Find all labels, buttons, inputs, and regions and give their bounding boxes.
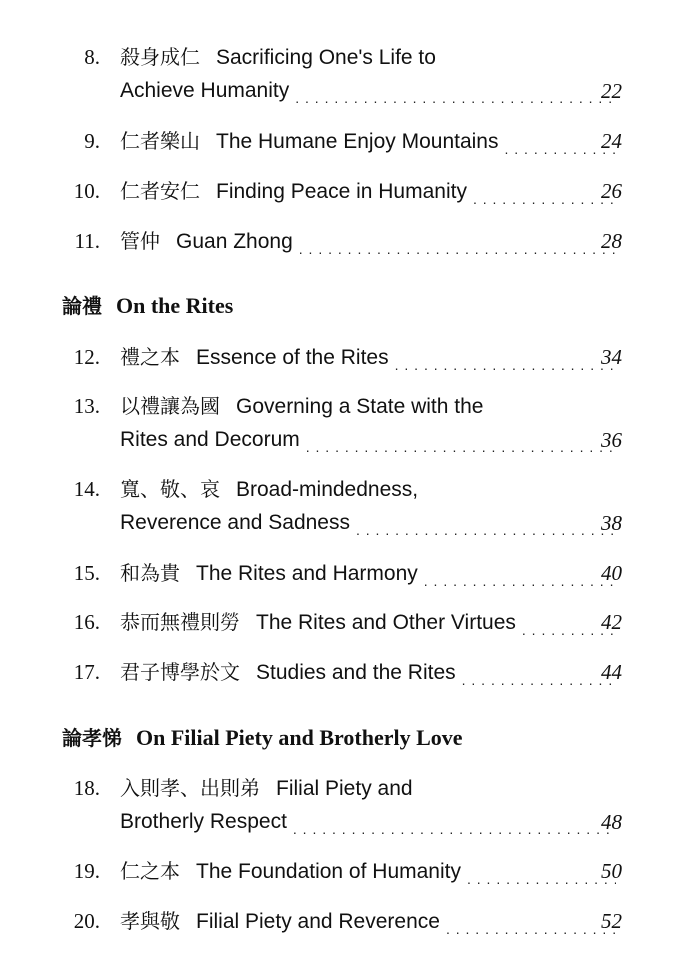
entry-chinese-title: 君子博學於文 (120, 660, 240, 684)
entry-title: Filial Piety and Reverence (196, 910, 440, 933)
entry-page-number: 28 (601, 229, 622, 253)
entry-number: 11. (74, 229, 100, 253)
dot-leader (293, 819, 616, 839)
entry-chinese-title: 寬、敬、哀 (120, 477, 220, 501)
entry-number: 18. (73, 776, 100, 800)
entry-chinese-title: 仁者樂山 (120, 129, 200, 153)
entry-page-number: 38 (601, 511, 622, 535)
entry-title: The Foundation of Humanity (196, 860, 461, 883)
dot-leader (295, 88, 616, 108)
entry-chinese-title: 禮之本 (120, 345, 180, 369)
section-title: On Filial Piety and Brotherly Love (136, 725, 463, 750)
entry-chinese-title: 入則孝、出則弟 (120, 776, 260, 800)
entry-page-number: 34 (601, 345, 622, 369)
entry-title: Guan Zhong (176, 230, 293, 253)
entry-number: 10. (73, 179, 100, 203)
entry-title: Filial Piety and (276, 777, 413, 800)
entry-chinese-title: 仁之本 (120, 859, 180, 883)
entry-page-number: 22 (601, 79, 622, 103)
entry-page-number: 50 (601, 859, 622, 883)
section-heading (62, 290, 233, 319)
dot-leader (356, 520, 616, 540)
entry-title: Finding Peace in Humanity (216, 180, 467, 203)
entry-number: 12. (73, 345, 100, 369)
entry-title-continued: Brotherly Respect (120, 810, 287, 833)
entry-page-number: 40 (601, 561, 622, 585)
entry-title: Sacrificing One's Life to (216, 46, 436, 69)
entry-number: 16. (73, 610, 100, 634)
entry-title: Governing a State with the (236, 395, 484, 418)
entry-chinese-title: 和為貴 (120, 561, 180, 585)
entry-page-number: 44 (601, 660, 622, 684)
entry-number: 8. (84, 45, 100, 69)
entry-chinese-title: 管仲 (120, 229, 160, 253)
entry-title-continued: Achieve Humanity (120, 79, 290, 102)
entry-number: 13. (73, 394, 100, 418)
entry-title: The Humane Enjoy Mountains (216, 130, 499, 153)
entry-title: Essence of the Rites (196, 346, 389, 369)
section-chinese-title: 論孝悌 (62, 726, 122, 750)
entry-number: 20. (73, 909, 100, 933)
dot-leader (299, 239, 616, 259)
entry-title: The Rites and Other Virtues (256, 611, 516, 634)
entry-number: 19. (73, 859, 100, 883)
entry-page-number: 26 (601, 179, 622, 203)
entry-chinese-title: 仁者安仁 (120, 179, 200, 203)
entry-chinese-title: 殺身成仁 (120, 45, 200, 69)
entry-title-continued: Reverence and Sadness (120, 511, 350, 534)
entry-page-number: 42 (601, 610, 622, 634)
entry-title-continued: Rites and Decorum (120, 428, 300, 451)
dot-leader (306, 437, 616, 457)
entry-page-number: 52 (601, 909, 622, 933)
entry-number: 9. (84, 129, 100, 153)
entry-number: 15. (73, 561, 100, 585)
entry-title: Studies and the Rites (256, 661, 456, 684)
section-title: On the Rites (116, 293, 234, 318)
entry-number: 14. (73, 477, 100, 501)
entry-page-number: 36 (601, 428, 622, 452)
entry-chinese-title: 以禮讓為國 (120, 394, 220, 418)
entry-page-number: 48 (601, 810, 622, 834)
entry-title: The Rites and Harmony (196, 562, 418, 585)
entry-chinese-title: 孝與敬 (120, 909, 180, 933)
section-heading (62, 722, 463, 751)
entry-page-number: 24 (601, 129, 622, 153)
entry-chinese-title: 恭而無禮則勞 (120, 610, 240, 634)
section-chinese-title: 論禮 (62, 294, 102, 318)
entry-number: 17. (73, 660, 100, 684)
entry-title: Broad-mindedness, (236, 478, 419, 501)
